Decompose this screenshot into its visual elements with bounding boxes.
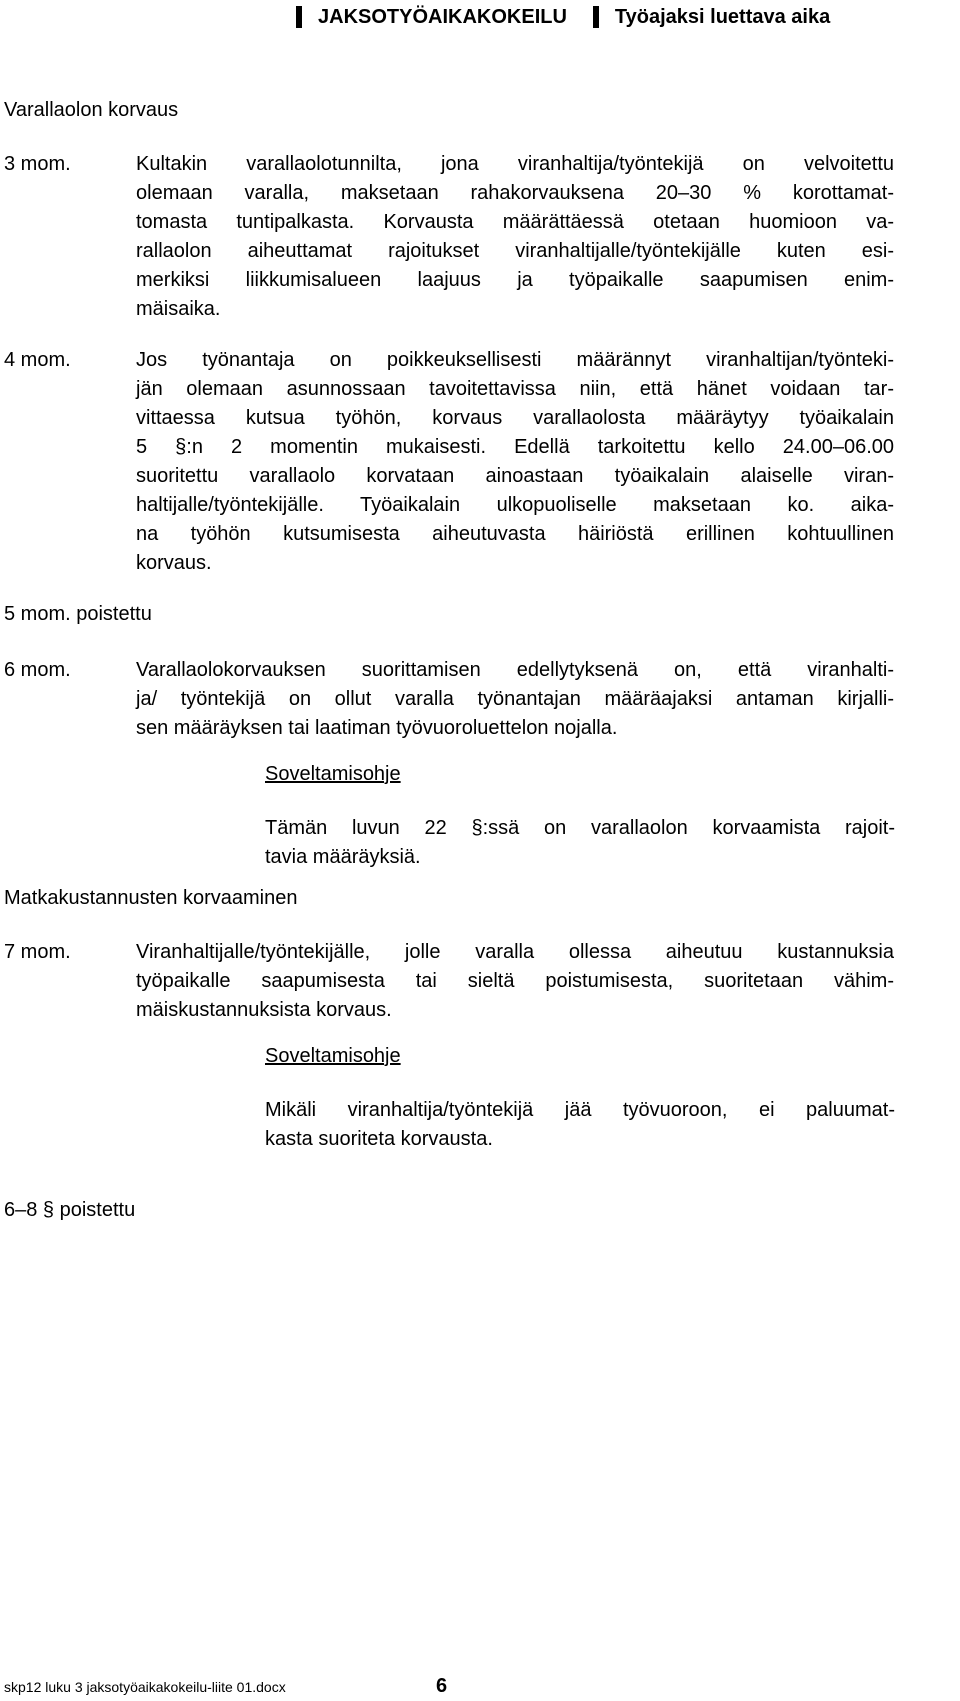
paragraph-line: rallaolon aiheuttamat rajoitukset viranhaltijalle/työntekijälle kuten esi- (136, 240, 894, 262)
paragraph-line: Varallaolokorvauksen suorittamisen edellytyksenä on, että viranhalti- (136, 659, 894, 681)
paragraph-line: korvaus. (136, 552, 212, 574)
paragraph-label-4: 4 mom. (4, 349, 71, 371)
guide-title: Soveltamisohje (265, 1045, 401, 1067)
paragraph-line: haltijalle/työntekijälle. Työaikalain ulkopuoliselle maksetaan ko. aika- (136, 494, 894, 516)
paragraph-line: Viranhaltijalle/työntekijälle, jolle varalla ollessa aiheutuu kustannuksia (136, 941, 894, 963)
paragraph-line: sen määräyksen tai laatiman työvuoroluettelon nojalla. (136, 717, 618, 739)
footer-filename: skp12 luku 3 jaksotyöaikakokeilu-liite 01.docx (4, 1679, 286, 1695)
guide-line: kasta suoriteta korvausta. (265, 1128, 493, 1150)
page-header (296, 0, 830, 34)
application-guide-2 (265, 1042, 895, 1154)
paragraph-line: Kultakin varallaolotunnilta, jona viranhaltija/työntekijä on velvoitettu (136, 153, 894, 175)
paragraph-line: na työhön kutsumisesta aiheutuvasta häiriöstä erillinen kohtuullinen (136, 523, 894, 545)
guide-line: tavia määräyksiä. (265, 846, 421, 868)
page-number: 6 (436, 1675, 448, 1697)
paragraph-3-text (136, 150, 894, 324)
paragraph-line: mäiskustannuksista korvaus. (136, 999, 392, 1021)
paragraph-label-3: 3 mom. (4, 153, 71, 175)
header-bar-marker (296, 6, 302, 28)
paragraph-label-6: 6 mom. (4, 659, 71, 681)
guide-line: Tämän luvun 22 §:ssä on varallaolon korvaamista rajoit- (265, 817, 895, 839)
section-heading-matkakustannukset: Matkakustannusten korvaaminen (4, 887, 298, 909)
paragraph-line: olemaan varalla, maksetaan rahakorvauksena 20–30 % korottamat- (136, 182, 894, 204)
header-left-title: JAKSOTYÖAIKAKOKEILU (318, 5, 567, 28)
guide-title: Soveltamisohje (265, 763, 401, 785)
guide-line: Mikäli viranhaltija/työntekijä jää työvuoroon, ei paluumat- (265, 1099, 895, 1121)
section-heading-varallaolon-korvaus: Varallaolon korvaus (4, 99, 179, 121)
paragraph-label-5-removed: 5 mom. poistettu (4, 603, 152, 625)
paragraph-line: ja/ työntekijä on ollut varalla työnantajan määräajaksi antaman kirjalli- (136, 688, 894, 710)
paragraph-label-7: 7 mom. (4, 941, 71, 963)
paragraph-line: 5 §:n 2 momentin mukaisesti. Edellä tarkoitettu kello 24.00–06.00 (136, 436, 894, 458)
paragraph-line: tomasta tuntipalkasta. Korvausta määrättäessä otetaan huomioon va- (136, 211, 894, 233)
application-guide-1 (265, 760, 895, 872)
paragraph-6-text (136, 656, 894, 743)
paragraph-line: Jos työnantaja on poikkeuksellisesti määrännyt viranhaltijan/työnteki- (136, 349, 894, 371)
header-right-title: Työajaksi luettava aika (614, 5, 831, 28)
header-bar-marker (593, 6, 599, 28)
paragraph-line: vittaessa kutsua työhön, korvaus varallaolosta määräytyy työaikalain (136, 407, 894, 429)
paragraph-4-text (136, 346, 894, 578)
paragraph-7-text (136, 938, 894, 1025)
paragraph-line: työpaikalle saapumisesta tai sieltä poistumisesta, suoritetaan vähim- (136, 970, 894, 992)
paragraph-line: mäisaika. (136, 298, 221, 320)
paragraph-line: merkiksi liikkumisalueen laajuus ja työpaikalle saapumisen enim- (136, 269, 894, 291)
paragraph-line: jän olemaan asunnossaan tavoitettavissa niin, että hänet voidaan tar- (136, 378, 894, 400)
paragraph-line: suoritettu varallaolo korvataan ainoastaan työaikalain alaiselle viran- (136, 465, 894, 487)
sections-removed-note: 6–8 § poistettu (4, 1199, 136, 1221)
